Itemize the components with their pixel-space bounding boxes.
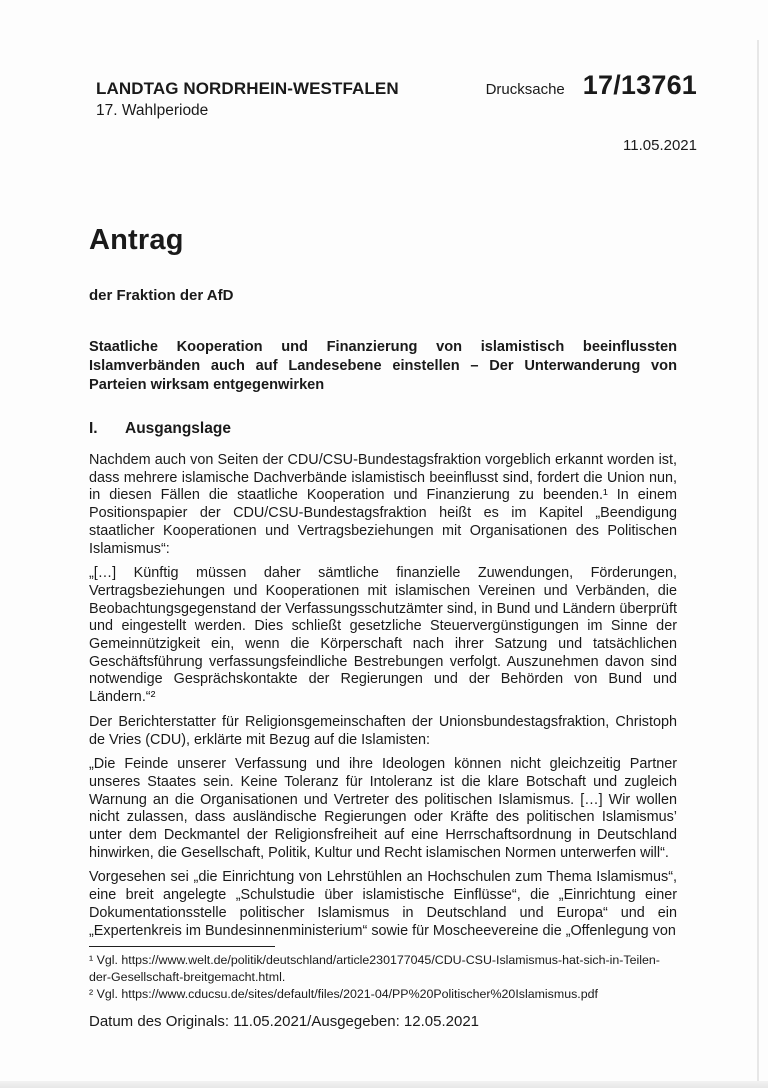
body-paragraph: Der Berichterstatter für Religionsgemeinschaften der Unionsbundestagsfraktion, Christoph de Vries (CDU), erklärte mit Bezug auf die Islamisten: <box>89 713 677 748</box>
subject-paragraph: Staatliche Kooperation und Finanzierung von islamistisch beeinflussten Islamverbänden auch auf Landesebene einstellen – Der Unterwanderung von Parteien wirksam entgegenwirken <box>89 339 677 393</box>
body-paragraph: Nachdem auch von Seiten der CDU/CSU-Bundestagsfraktion vorgeblich erkannt worden ist, dass mehrere islamische Dachverbände islamistisch beeinflusst sind, fordert die Union nun, in diesen Fällen die staatliche Kooperation und Finanzierung zu beenden.¹ In einem Positionspapier der CDU/CSU-Bundestagsfraktion heißt es im Kapitel „Beendigung staatlicher Kooperationen und Vertragsbeziehungen mit Organisationen des Politischen Islamismus“: <box>89 452 677 557</box>
document-date: 11.05.2021 <box>623 137 697 154</box>
quote-paragraph: „[…] Künftig müssen daher sämtliche finanzielle Zuwendungen, Förderungen, Vertragsbeziehungen und Kooperationen mit islamischen Vereinen und Verbänden, die Beobachtungsgegenstand der Verfassungsschutzämter sind, in Bund und Ländern überprüft und eingestellt werden. Dies schließt gesetzliche Steuervergünstigungen im Sinne der Gemeinnützigkeit ein, wenn die Körperschaft nach ihrer Satzung und tatsächlichen Geschäftsführung verfassungsfeindliche Bestrebungen verfolgt. Auszunehmen davon sind notwendige Gesprächskontakte der Regierungen und der Behörden von Bund und Ländern.“² <box>89 565 677 706</box>
drucksache-number: 17/13761 <box>582 70 697 100</box>
legislative-period: 17. Wahlperiode <box>96 102 209 119</box>
scan-edge-bottom <box>0 1081 768 1088</box>
footnote-1: ¹ Vgl. https://www.welt.de/politik/deutschland/article230177045/CDU-CSU-Islamismus-hat-sich-in-Teilen-der-Gesellschaft-breitgemacht.html. <box>89 953 660 984</box>
footnotes <box>89 952 677 1003</box>
document-title: Antrag <box>89 224 184 256</box>
scan-edge-right <box>757 40 759 1081</box>
section-heading <box>89 419 677 438</box>
issuer-name: LANDTAG NORDRHEIN-WESTFALEN <box>96 79 399 98</box>
footnote-2: ² Vgl. https://www.cducsu.de/sites/default/files/2021-04/PP%20Politischer%20Islamismus.pdf <box>89 987 598 1001</box>
drucksache-label: Drucksache <box>485 81 565 98</box>
section-title: Ausgangslage <box>125 420 231 437</box>
issue-date-line: Datum des Originals: 11.05.2021/Ausgegeben: 12.05.2021 <box>89 1013 479 1030</box>
document-body-column <box>89 0 677 940</box>
author-line: der Fraktion der AfD <box>89 287 234 304</box>
body-text <box>89 452 677 940</box>
quote-paragraph: „Die Feinde unserer Verfassung und ihre Ideologen können nicht gleichzeitig Partner unseres Staates sein. Keine Toleranz für Intoleranz ist die klare Botschaft und zugleich Warnung an die Organisationen und Vertreter des politischen Islamismus. […] Wir wollen nicht zulassen, dass ausländische Regierungen oder Kräfte des politischen Islamismus’ unter dem Deckmantel der Religionsfreiheit auf eine Herrschaftsordnung in Deutschland hinwirken, die Gesellschaft, Politik, Kultur und Recht islamischen Normen unterwerfen will“. <box>89 756 677 861</box>
body-paragraph: Vorgesehen sei „die Einrichtung von Lehrstühlen an Hochschulen zum Thema Islamismus“, eine breit angelegte „Schulstudie über islamistische Einflüsse“, die „Einrichtung einer Dokumentationsstelle politischer Islamismus in Deutschland und Europa“ und ein „Expertenkreis im Bundesinnenministerium“ sowie für Moscheevereine die „Offenlegung von <box>89 869 677 939</box>
footnote-separator <box>89 946 275 947</box>
section-numeral: I. <box>89 420 98 437</box>
